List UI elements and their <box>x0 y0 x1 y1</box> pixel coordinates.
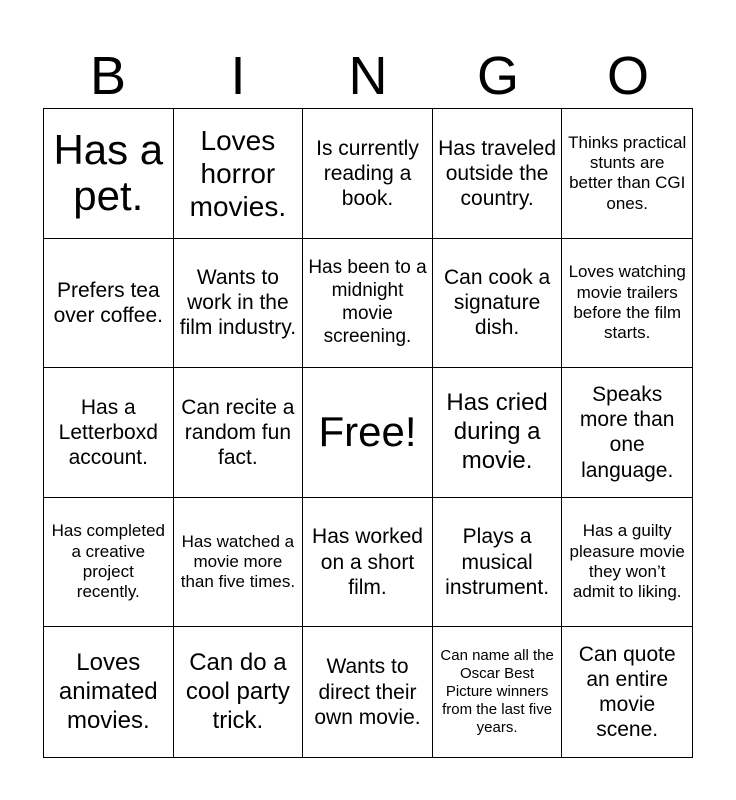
cell-text: Can recite a random fun fact. <box>181 395 295 470</box>
cell-text: Has worked on a short film. <box>312 525 423 599</box>
bingo-cell[interactable] <box>303 109 433 239</box>
bingo-cell[interactable] <box>562 627 692 757</box>
cell-text: Can name all the Oscar Best Picture winners from the last five years. <box>440 647 554 737</box>
cell-text: Has a pet. <box>53 126 164 220</box>
bingo-cell[interactable] <box>44 239 174 369</box>
cell-text: Has watched a movie more than five times. <box>180 531 296 592</box>
cell-text: Wants to work in the film industry. <box>179 266 297 340</box>
bingo-cell[interactable] <box>433 368 563 498</box>
cell-text: Has cried during a movie. <box>446 389 548 474</box>
bingo-cell[interactable] <box>562 498 692 628</box>
bingo-board <box>43 108 693 758</box>
bingo-cell[interactable] <box>174 109 304 239</box>
header-letter-n: N <box>348 46 388 106</box>
cell-text: Loves horror movies. <box>189 124 287 222</box>
cell-text: Can cook a signature dish. <box>443 266 551 340</box>
bingo-cell[interactable] <box>174 627 304 757</box>
bingo-cell[interactable] <box>433 498 563 628</box>
cell-text: Has a Letterboxd account. <box>58 395 158 470</box>
cell-text: Loves watching movie trailers before the film starts. <box>568 262 686 343</box>
bingo-cell[interactable] <box>44 627 174 757</box>
cell-text: Wants to direct their own movie. <box>314 655 421 729</box>
cell-text: Prefers tea over coffee. <box>53 278 163 327</box>
header-letter-b: B <box>89 46 127 106</box>
bingo-cell[interactable] <box>174 368 304 498</box>
cell-text: Has traveled outside the country. <box>438 136 557 210</box>
cell-text: Loves animated movies. <box>58 649 158 734</box>
cell-text: Thinks practical stunts are better than CGI ones. <box>568 132 687 213</box>
cell-text: Plays a musical instrument. <box>445 525 550 599</box>
bingo-header <box>43 44 693 108</box>
header-letter-o: O <box>606 46 649 106</box>
bingo-cell[interactable] <box>44 109 174 239</box>
bingo-cell[interactable] <box>433 109 563 239</box>
bingo-cell[interactable] <box>562 239 692 369</box>
cell-text: Speaks more than one language. <box>579 383 675 482</box>
bingo-cell[interactable] <box>562 368 692 498</box>
bingo-cell[interactable] <box>433 239 563 369</box>
bingo-cell[interactable] <box>303 498 433 628</box>
header-letter-g: G <box>476 46 519 106</box>
bingo-cell-free[interactable] <box>303 368 433 498</box>
bingo-cell[interactable] <box>303 239 433 369</box>
bingo-cell[interactable] <box>562 109 692 239</box>
bingo-cell[interactable] <box>433 627 563 757</box>
header-letter-i: I <box>230 46 246 106</box>
bingo-cell[interactable] <box>303 627 433 757</box>
cell-text: Can quote an entire movie scene. <box>578 642 676 742</box>
bingo-cell[interactable] <box>174 239 304 369</box>
cell-text: Has been to a midnight movie screening. <box>308 257 427 347</box>
cell-text: Has a guilty pleasure movie they won’t admit to liking. <box>569 521 685 602</box>
free-space-text: Free! <box>318 408 417 456</box>
cell-text: Is currently reading a book. <box>316 136 419 210</box>
bingo-cell[interactable] <box>174 498 304 628</box>
bingo-cell[interactable] <box>44 498 174 628</box>
cell-text: Can do a cool party trick. <box>185 649 290 734</box>
cell-text: Has completed a creative project recently. <box>51 521 165 602</box>
bingo-cell[interactable] <box>44 368 174 498</box>
